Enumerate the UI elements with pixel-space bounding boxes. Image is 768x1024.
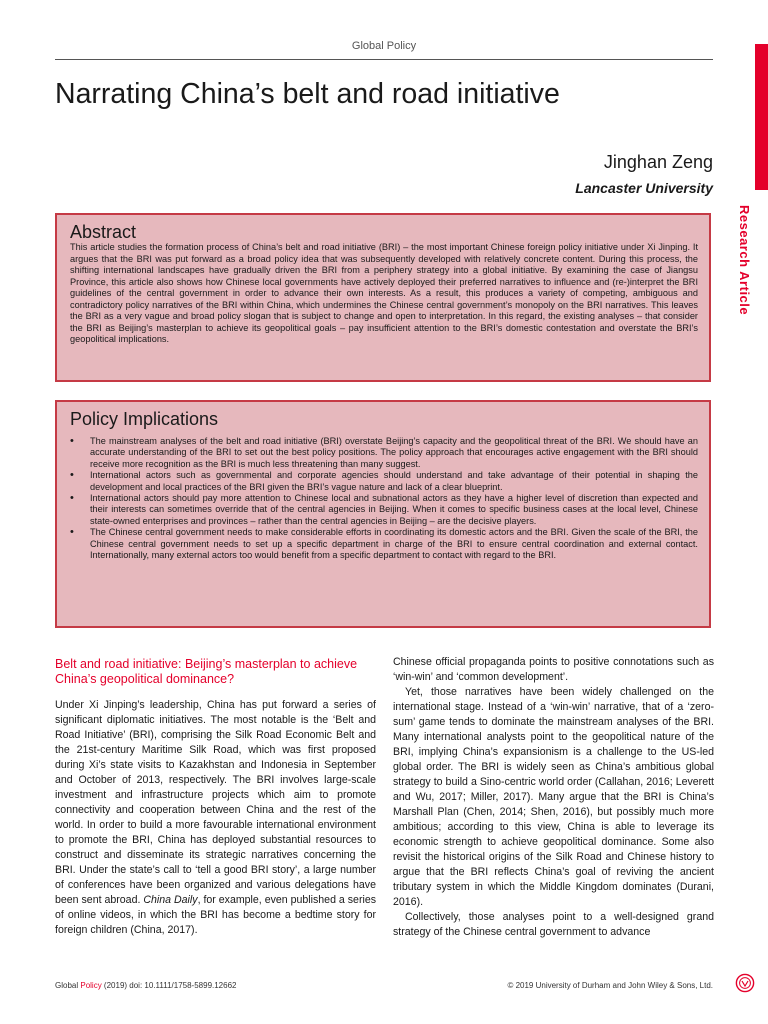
body-paragraph: Chinese official propaganda points to positive connotations such as ‘win-win’ and ‘common development’. (393, 656, 714, 683)
red-edge-tab (755, 44, 768, 190)
policy-heading: Policy Implications (70, 409, 219, 429)
header-divider (55, 59, 713, 60)
footer-journal-accent: Policy (80, 981, 102, 990)
body-text: , for example, even published a series of online videos, in which the BRI has become a bedtime story for foreign children (China, 2017). (55, 894, 377, 936)
journal-header: Global Policy (351, 40, 417, 52)
author-name: Jinghan Zeng (603, 152, 713, 172)
footer-copyright: © 2019 University of Durham and John Wiley & Sons, Ltd. (507, 981, 713, 990)
body-paragraph (55, 698, 376, 938)
article-type-label: Research Article (737, 205, 752, 316)
author-affiliation: Lancaster University (575, 180, 713, 196)
right-column (393, 655, 714, 940)
body-paragraph: Collectively, those analyses point to a well-designed grand strategy of the Chinese central government to advance (393, 911, 714, 938)
policy-item: • The mainstream analyses of the belt and road initiative (BRI) overstate Beijing’s capacity and the geopolitical threat of the BRI. We should have an accurate understanding of the BRI to set out the best policy positions. The policy approach that encourages active engagement with the BRI should receive more recognition as the BRI is much less threatening than many suggest. (70, 436, 698, 470)
publisher-seal-icon (735, 973, 755, 993)
body-paragraph: Yet, those narratives have been widely challenged on the international stage. Instead of a ‘win-win’ narrative, that of a ‘zero-sum’ game tends to dominate the mainstream analyses of the BRI. Many international analysts point to the geopolitical nature of the BRI, implying China’s expansionism is a challenge to the US-led global order. The BRI is widely seen as China’s ambitious global strategy to build a Sino-centric world order (Callahan, 2016; Leverett and Wu, 2017; Miller, 2017). Many argue that the BRI is China’s Marshall Plan (Chen, 2014; Shen, 2016), but possibly much more ambitious; according to this view, China is able to leverage its economic strength to achieve geopolitical dominance. Some also revisit the historical origins of the Silk Road and Chinese history to argue that the BRI reflects China’s goal of reviving the ancient tributary system in which the Middle Kingdom dominates (Durani, 2016). (393, 686, 714, 908)
footer-citation (55, 981, 236, 990)
policy-implications-box (55, 400, 711, 628)
policy-list (70, 436, 698, 561)
left-column (55, 657, 376, 938)
footer-doi: (2019) doi: 10.1111/1758-5899.12662 (101, 981, 237, 990)
section-heading: Belt and road initiative: Beijing’s masterplan to achieve China’s geopolitical dominance? (55, 657, 358, 686)
policy-item: • International actors should pay more attention to Chinese local and subnational actors as they have a higher level of discretion than expected and their interests can sometimes override that of the central agencies in Beijing. When it comes to specific business cases at the local level, Chinese state-owned enterprises and provinces – rather than the central agencies in Beijing – are the decisive players. (70, 493, 698, 527)
footer-journal: Global (55, 981, 79, 990)
abstract-heading: Abstract (70, 222, 137, 242)
policy-item: • International actors such as governmental and corporate agencies should understand and take advantage of their potential in shaping the development and local practices of the BRI given the BRI’s vague nature and lack of a clear blueprint. (70, 470, 698, 493)
abstract-text: This article studies the formation process of China’s belt and road initiative (BRI) – the most important Chinese foreign policy initiative under Xi Jinping. It argues that the BRI was put forward as a broad policy idea that was subsequently developed with relatively concrete content. During this process, the shifting international landscapes have gradually driven the BRI from a periphery strategy into a global initiative. By examining the case of Jiangsu Province, this article also shows how Chinese local governments have actively deployed their preferred narratives to influence and (re-)interpret the BRI guidelines of the central government in order to advance their own interests. As a result, this produces a variety of competing, ambiguous and contradictory policy narratives of the BRI within China, which undermines the Chinese central government’s monopoly on the BRI narratives. This leaves the BRI as a very vague and broad policy slogan that is subject to change and open to interpretation. In this regard, the existing analyses – that consider the BRI as Beijing’s masterplan to achieve its geopolitical goals – pay insufficient attention to the BRI’s domestic contestation and overstate the BRI’s geopolitical implications. (70, 242, 698, 344)
publication-name: China Daily (143, 894, 198, 906)
body-text: Under Xi Jinping’s leadership, China has put forward a series of significant diplomatic initiatives. The most notable is the ‘Belt and Road Initiative’ (BRI), comprising the Silk Road Economic Belt and the 21st-century Maritime Silk Road, which was first proposed during Xi’s state visits to Kazakhstan and Indonesia in September and October of 2013, respectively. The BRI involves large-scale investment and infrastructure projects which aim to promote connectivity and cooperation between China and the rest of the world. In order to build a more favourable international environment to promote the BRI, China has deployed substantial resources to construct and disseminate its strategic narratives concerning the BRI. Under the state’s call to ‘tell a good BRI story’, a large number of conferences have been organized and various delegations have been sent abroad. (55, 699, 376, 906)
policy-item: • The Chinese central government needs to make considerable efforts in coordinating its domestic actors and the BRI. Given the scale of the BRI, the Chinese central government needs to set up a specific department in charge of the BRI to ensure central coordination and external contact. Internationally, many external actors too would benefit from a specific department to contact with regard to the BRI. (70, 527, 698, 561)
abstract-box (55, 213, 711, 382)
article-title: Narrating China’s belt and road initiative (55, 78, 560, 110)
